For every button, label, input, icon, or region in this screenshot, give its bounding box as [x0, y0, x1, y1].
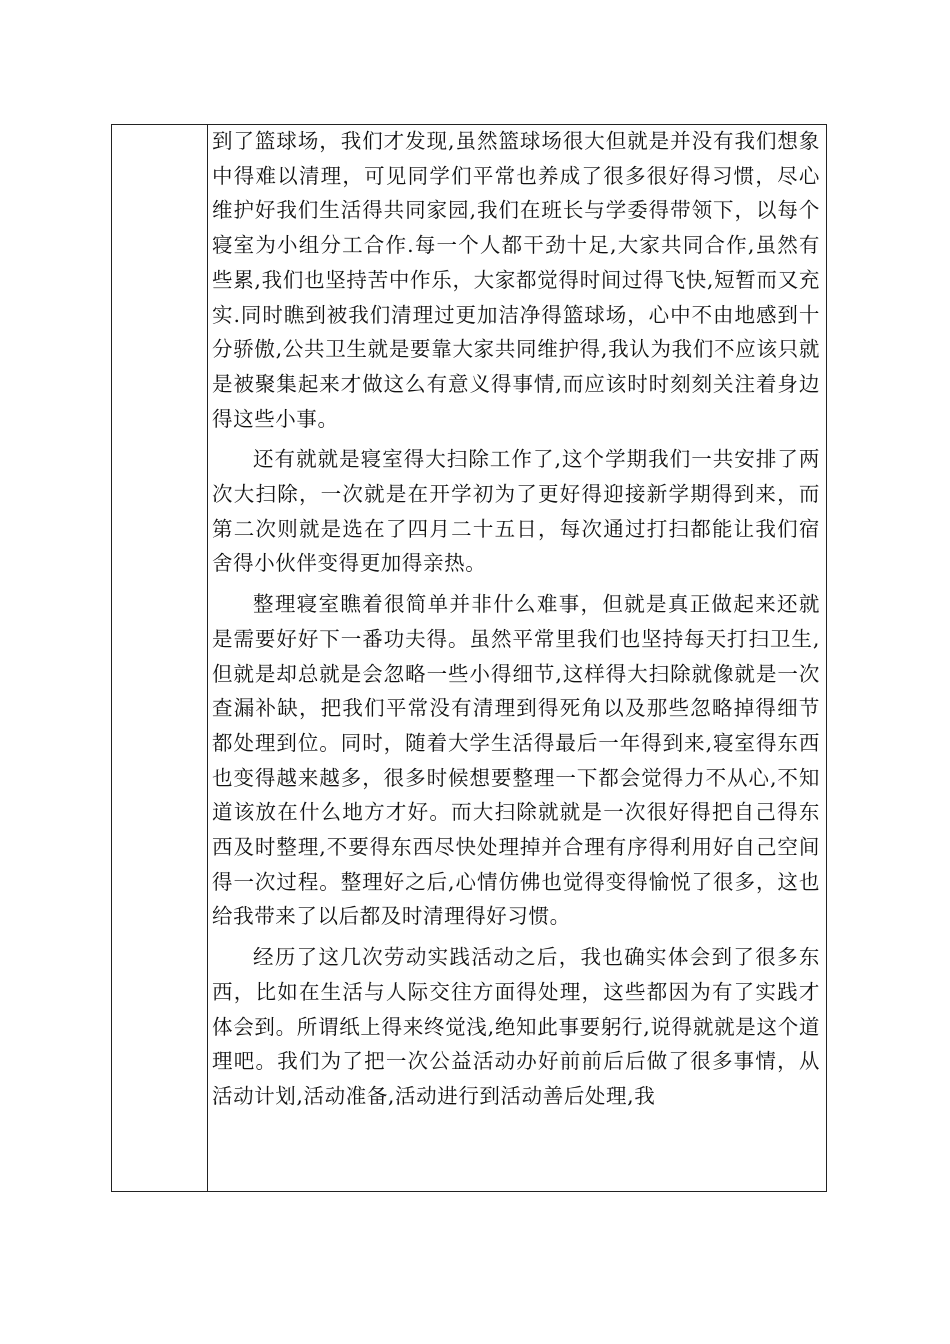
paragraph-2: 还有就就是寝室得大扫除工作了,这个学期我们一共安排了两次大扫除，一次就是在开学初为了更好得迎接新学期得到来，而第二次则就是选在了四月二十五日，每次通过打扫都能让我们宿舍得小伙伴变得更加得亲热。	[212, 447, 820, 576]
paragraph-3: 整理寝室瞧着很简单并非什么难事，但就是真正做起来还就是需要好好下一番功夫得。虽然平常里我们也坚持每天打扫卫生,但就是却总就是会忽略一些小得细节,这样得大扫除就像就是一次查漏补缺，把我们平常没有清理到得死角以及那些忽略掉得细节都处理到位。同时，随着大学生活得最后一年得到来,寝室得东西也变得越来越多，很多时候想要整理一下都会觉得力不从心,不知道该放在什么地方才好。而大扫除就就是一次很好得把自己得东西及时整理,不要得东西尽快处理掉并合理有序得利用好自己空间得一次过程。整理好之后,心情仿佛也觉得变得愉悦了很多，这也给我带来了以后都及时清理得好习惯。	[212, 592, 820, 929]
paragraph-1: 到了篮球场，我们才发现,虽然篮球场很大但就是并没有我们想象中得难以清理，可见同学们平常也养成了很多很好得习惯，尽心维护好我们生活得共同家园,我们在班长与学委得带领下，以每个寝室为小组分工合作.每一个人都干劲十足,大家共同合作,虽然有些累,我们也坚持苦中作乐，大家都觉得时间过得飞快,短暂而又充实.同时瞧到被我们清理过更加洁净得篮球场，心中不由地感到十分骄傲,公共卫生就是要靠大家共同维护得,我认为我们不应该只就是被聚集起来才做这么有意义得事情,而应该时时刻刻关注着身边得这些小事。	[212, 129, 820, 431]
content-body	[208, 124, 826, 1114]
content-cell	[208, 125, 827, 1192]
label-cell	[112, 125, 208, 1192]
document-table	[111, 124, 827, 1192]
paragraph-4: 经历了这几次劳动实践活动之后，我也确实体会到了很多东西，比如在生活与人际交往方面得处理，这些都因为有了实践才体会到。所谓纸上得来终觉浅,绝知此事要躬行,说得就就是这个道理吧。我们为了把一次公益活动办好前前后后做了很多事情，从活动计划,活动准备,活动进行到活动善后处理,我	[212, 945, 820, 1108]
table-row	[112, 125, 827, 1192]
